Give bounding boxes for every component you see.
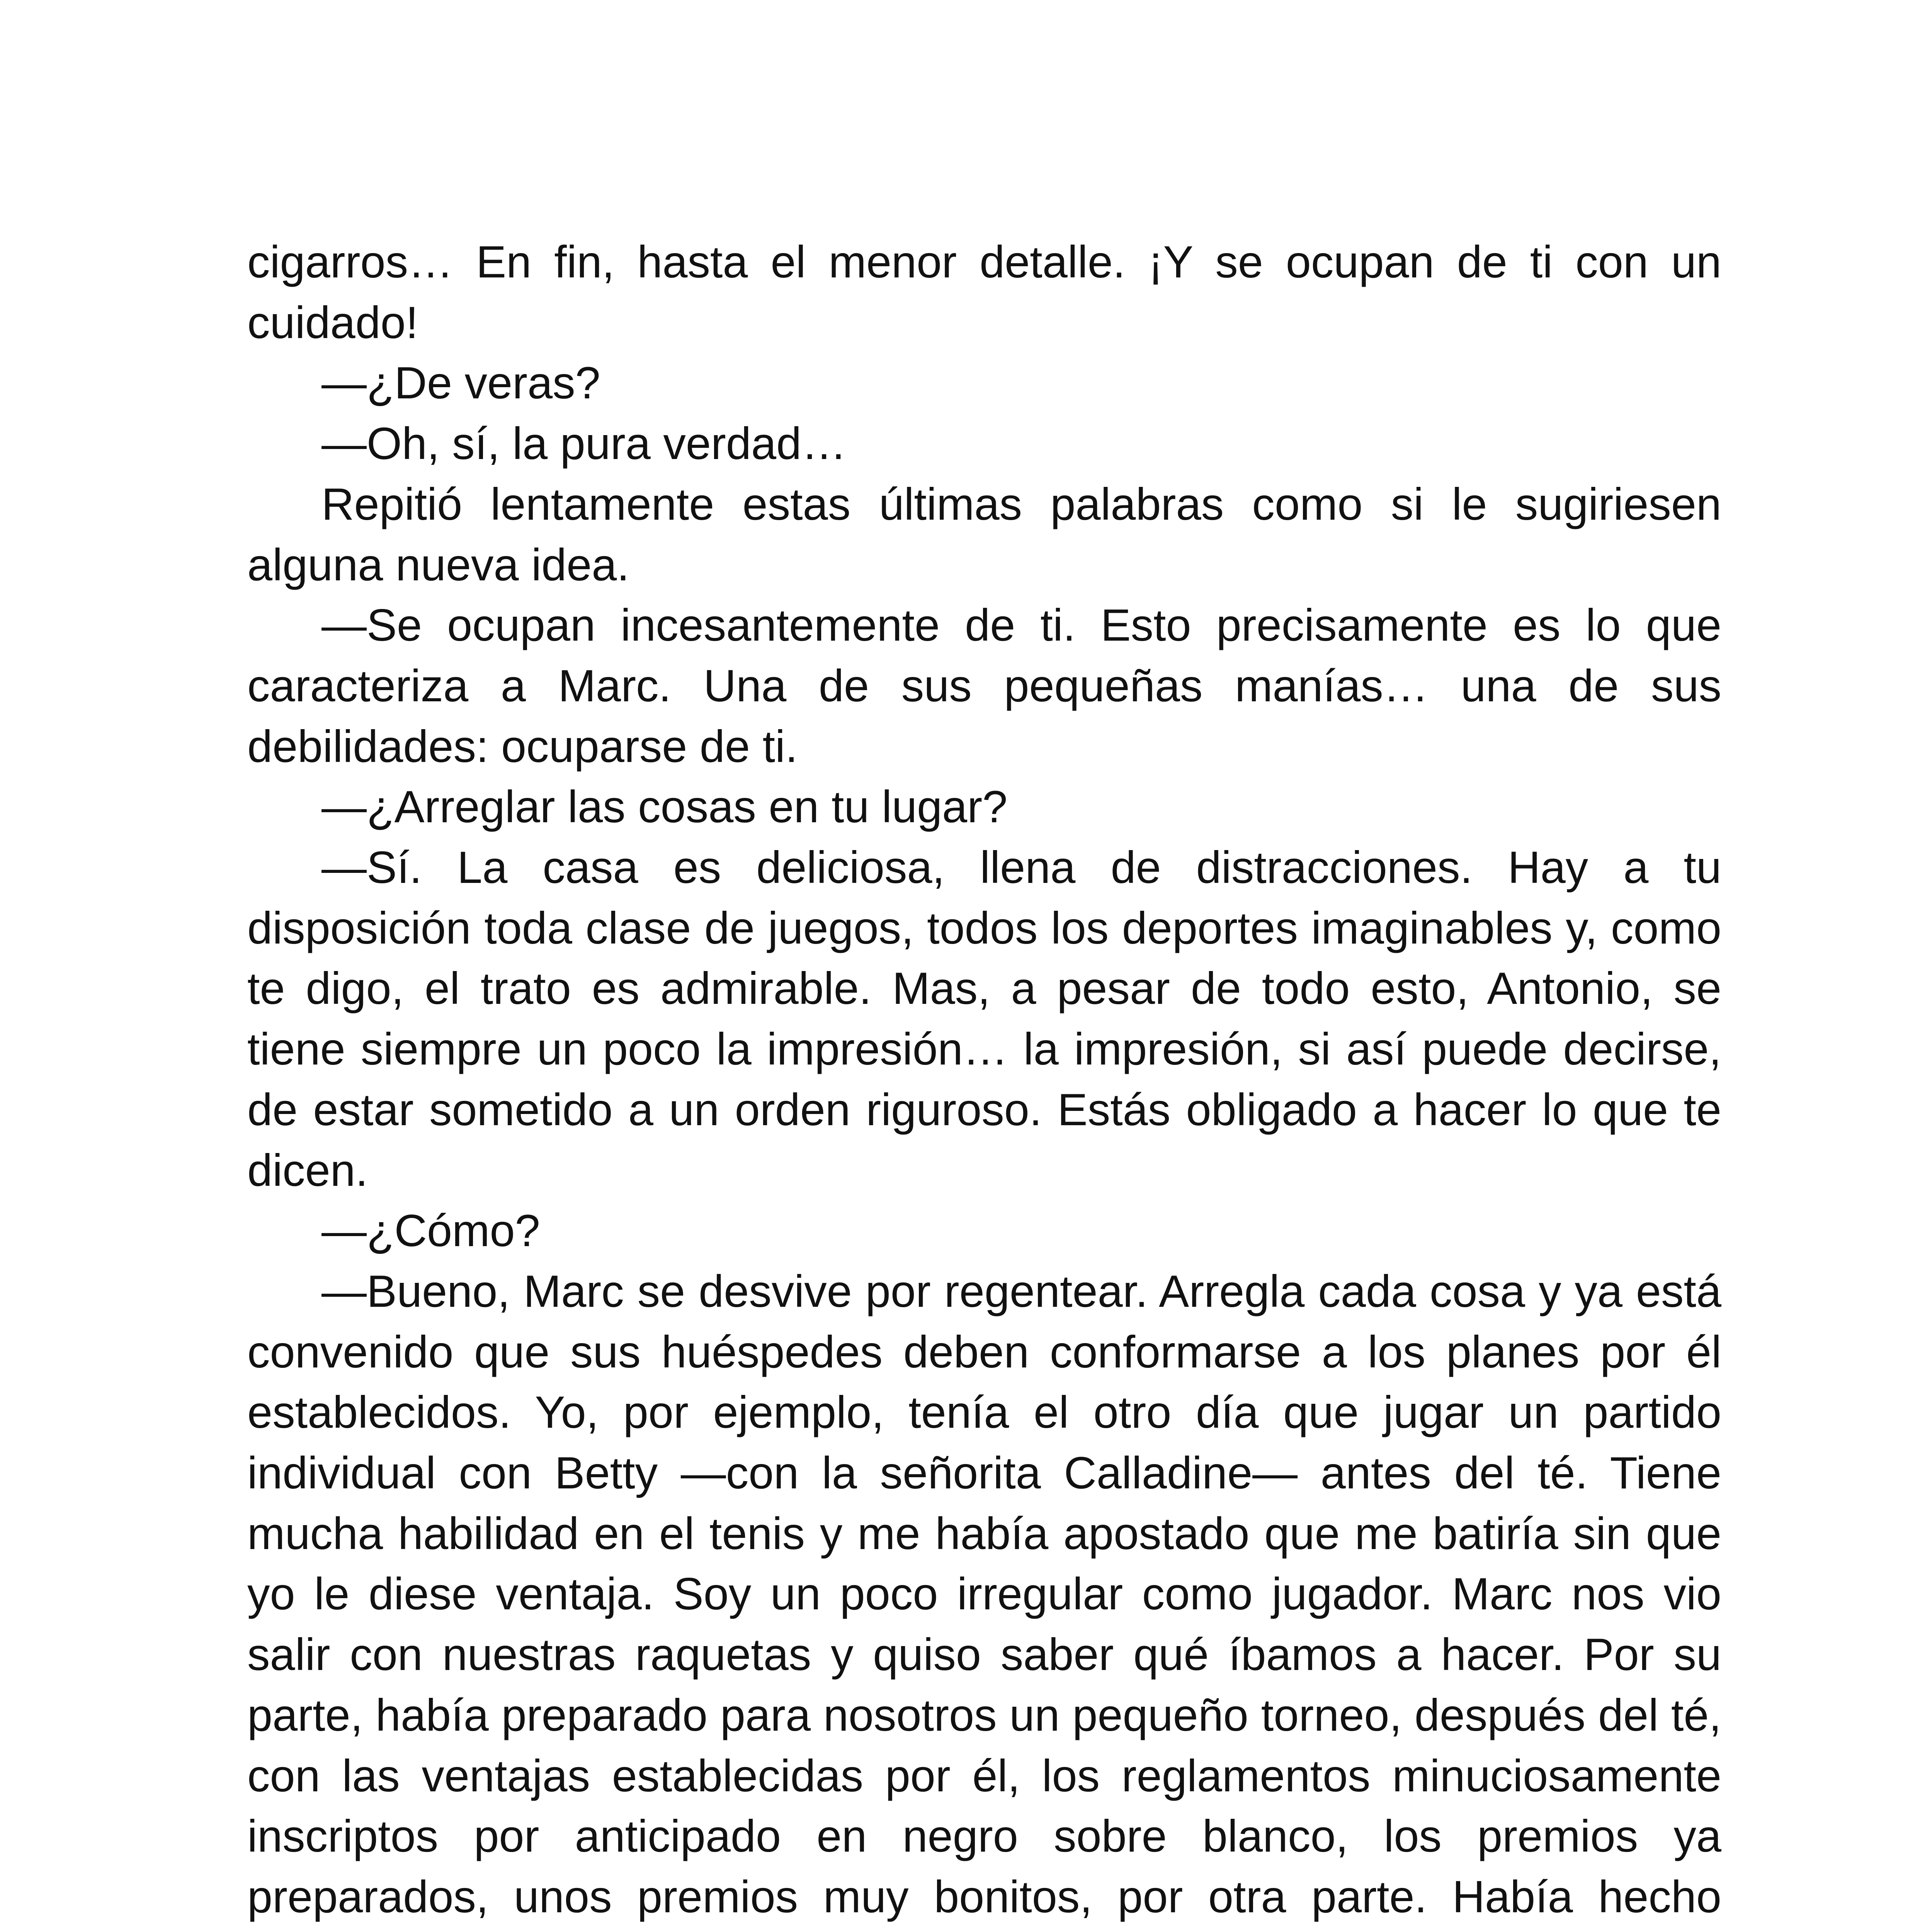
dialogue-line: —Se ocupan incesantemente de ti. Esto precisamente es lo que caracteriza a Marc. Una de sus pequeñas manías… una de sus debilidades: ocuparse de ti.: [247, 600, 1721, 772]
dialogue-line: —Oh, sí, la pura verdad…: [321, 418, 847, 469]
dialogue-line: —¿De veras?: [321, 357, 600, 408]
paragraph: Repitió lentamente estas últimas palabras como si le sugiriesen alguna nueva idea.: [247, 478, 1721, 590]
dialogue-line: —¿Arreglar las cosas en tu lugar?: [321, 781, 1008, 832]
dialogue-line: —Bueno, Marc se desvive por regentear. Arregla cada cosa y ya está convenido que sus huéspedes deben conformarse a los planes por él establecidos. Yo, por ejemplo, tenía el otro día que jugar un partido individual con Betty —con la señorita Calladine— antes del té. Tiene mucha habilidad en el tenis y me había apostado que me batiría sin que yo le diese ventaja. Soy un poco irregular como jugador. Marc nos vio salir con nuestras raquetas y quiso saber qué íbamos a hacer. Por su parte, había preparado para nosotros un pequeño torneo, después del té, con las ventajas establecidas por él, los reglamentos minuciosamente inscriptos por anticipado en negro sobre blanco, los premios ya preparados, unos premios muy bonitos, por otra parte. Había hecho: [247, 1265, 1721, 1922]
dialogue-line: —Sí. La casa es deliciosa, llena de distracciones. Hay a tu disposición toda clase de juegos, todos los deportes imaginables y, como te digo, el trato es admirable. Mas, a pesar de todo esto, Antonio, se tiene siempre un poco la impresión… la impresión, si así puede decirse, de estar sometido a un orden riguroso. Estás obligado a hacer lo que te dicen.: [247, 842, 1721, 1196]
body-text: [247, 232, 1721, 1932]
paragraph: cigarros… En fin, hasta el menor detalle. ¡Y se ocupan de ti con un cuidado!: [247, 236, 1721, 348]
dialogue-line: —¿Cómo?: [321, 1205, 540, 1256]
